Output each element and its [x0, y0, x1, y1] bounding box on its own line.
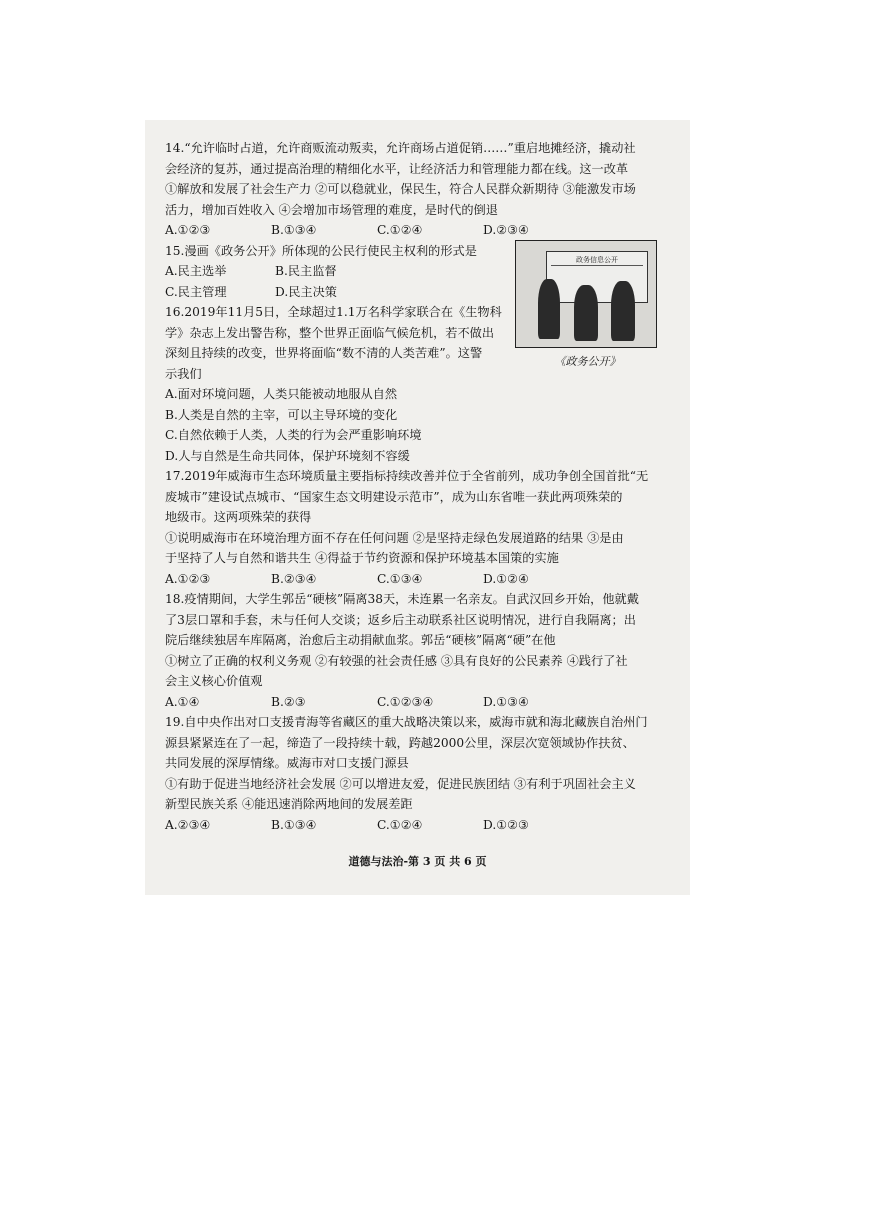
question-text: ①说明威海市在环境治理方面不存在任何问题 ②是坚持走绿色发展道路的结果 ③是由: [165, 530, 624, 545]
option-d: D.①②③: [483, 817, 529, 832]
option-a: A.①④: [165, 694, 200, 709]
cartoon-image: [515, 240, 657, 348]
option-d: D.①②④: [483, 571, 529, 586]
option-d: D.民主决策: [275, 284, 337, 299]
question-16-options: [165, 384, 680, 466]
option-a: A.面对环境问题，人类只能被动地服从自然: [165, 387, 398, 401]
option-b: B.②③④: [271, 571, 317, 586]
option-a: A.①②③: [165, 571, 211, 586]
exam-page: [145, 120, 690, 895]
question-text: 学》杂志上发出警告称，整个世界正面临气候危机，若不做出: [165, 325, 495, 340]
question-text: 15.漫画《政务公开》所体现的公民行使民主权利的形式是: [165, 243, 477, 258]
question-text: ①解放和发展了社会生产力 ②可以稳就业，保民生，符合人民群众新期待 ③能激发市场: [165, 182, 636, 196]
option-c: C.①③④: [377, 571, 423, 586]
question-text: 新型民族关系 ④能迅速消除两地间的发展差距: [165, 797, 413, 811]
option-d: D.①③④: [483, 694, 529, 709]
question-text: 深刻且持续的改变，世界将面临“数不清的人类苦难”。这警: [165, 346, 483, 360]
option-a: A.民主选举: [165, 264, 227, 278]
question-16: [165, 302, 510, 384]
option-c: C.①②④: [377, 223, 423, 237]
figure-silhouette: [538, 279, 560, 339]
question-text: 16.2019年11月5日，全球超过1.1万名科学家联合在《生物科: [165, 305, 502, 319]
question-text: 会经济的复苏，通过提高治理的精细化水平，让经济活力和管理能力都在线。这一改革: [165, 161, 629, 176]
question-text: 源县紧紧连在了一起，缔造了一段持续十载，跨越2000公里，深层次宽领域协作扶贫、: [165, 735, 635, 750]
figure-silhouette: [611, 281, 635, 341]
question-text: 废城市”建设试点城市、“国家生态文明建设示范市”，成为山东省唯一获此两项殊荣的: [165, 489, 623, 504]
answer-options: [165, 815, 680, 836]
question-17: [165, 466, 680, 589]
question-text: 地级市。这两项殊荣的获得: [165, 510, 312, 524]
question-18: [165, 589, 680, 712]
option-b: B.人类是自然的主宰，可以主导环境的变化: [165, 407, 398, 422]
page-footer: 道德与法治-第 3 页 共 6 页: [348, 855, 487, 868]
option-c: C.①②④: [377, 817, 423, 832]
question-19: [165, 712, 680, 835]
answer-options: [165, 569, 680, 590]
question-text: 共同发展的深厚情缘。威海市对口支援门源县: [165, 756, 409, 770]
figure-silhouette: [574, 285, 598, 341]
option-c: C.民主管理: [165, 284, 227, 299]
question-text: ①树立了正确的权利义务观 ②有较强的社会责任感 ③具有良好的公民素养 ④践行了社: [165, 653, 628, 668]
question-text: 18.疫情期间，大学生郭岳“硬核”隔离38天，未连累一名亲友。自武汉回乡开始，他就戴: [165, 592, 639, 606]
question-text: 示我们: [165, 366, 202, 381]
question-text: 19.自中央作出对口支援青海等省藏区的重大战略决策以来，威海市就和海北藏族自治州门: [165, 715, 648, 729]
option-a: A.①②③: [165, 223, 211, 237]
question-text: 于坚持了人与自然和谐共生 ④得益于节约资源和保护环境基本国策的实施: [165, 551, 559, 565]
option-b: B.①③④: [271, 817, 317, 832]
option-b: B.②③: [271, 694, 306, 709]
option-a: A.②③④: [165, 817, 211, 832]
cartoon-caption: 《政务公开》: [554, 355, 621, 368]
option-c: C.自然依赖于人类，人类的行为会严重影响环境: [165, 428, 422, 442]
option-d: D.人与自然是生命共同体，保护环境刻不容缓: [165, 448, 410, 463]
question-text: 会主义核心价值观: [165, 674, 263, 688]
question-14: [165, 138, 680, 241]
notice-board-title: 政务信息公开: [551, 256, 643, 266]
question-text: 活力，增加百姓收入 ④会增加市场管理的难度，是时代的倒退: [165, 202, 498, 217]
option-c: C.①②③④: [377, 694, 434, 709]
option-b: B.民主监督: [275, 264, 337, 278]
question-text: 了3层口罩和手套，未与任何人交谈；返乡后主动联系社区说明情况，进行自我隔离；出: [165, 612, 636, 627]
option-b: B.①③④: [271, 223, 317, 237]
question-text: ①有助于促进当地经济社会发展 ②可以增进友爱，促进民族团结 ③有利于巩固社会主义: [165, 776, 636, 791]
question-text: 院后继续独居车库隔离，治愈后主动捐献血浆。郭岳“硬核”隔离“硬”在他: [165, 633, 556, 647]
answer-options: [165, 220, 680, 241]
option-d: D.②③④: [483, 223, 529, 237]
answer-options: [165, 692, 680, 713]
question-text: 17.2019年威海市生态环境质量主要指标持续改善并位于全省前列，成功争创全国首批“无: [165, 469, 649, 483]
question-text: 14.“允许临时占道，允许商贩流动叛卖，允许商场占道促销……”重启地摊经济，撬动社: [165, 141, 636, 155]
